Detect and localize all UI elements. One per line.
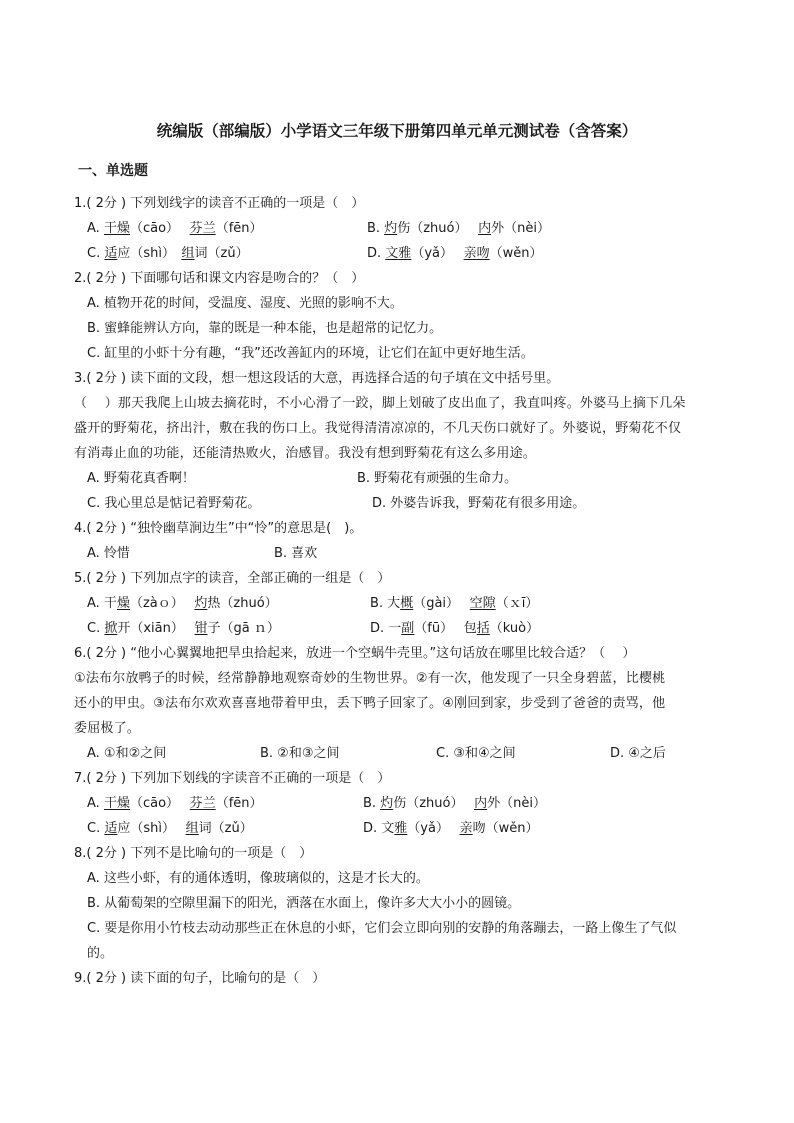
question-5-option-b[interactable]: B. 大概（gài） 空隙（ｘī） — [370, 596, 539, 611]
question-5-option-c[interactable]: C. 掀开（xiān） 钳子（gā ｎ） — [87, 621, 280, 636]
question-6-option-a[interactable]: A. ①和②之间 — [87, 746, 167, 761]
question-3-passage-line: 有消毒止血的功能，还能清热败火，治感冒。我没有想到野菊花有这么多用途。 — [74, 446, 537, 461]
question-3-option-b[interactable]: B. 野菊花有顽强的生命力。 — [357, 471, 518, 486]
question-5-option-a[interactable]: A. 干燥（zàｏ） 灼热（zhuó） — [87, 596, 278, 611]
question-1-option-b[interactable]: B. 灼伤（zhuó） 内外（nèi） — [367, 221, 550, 236]
question-8-option-c[interactable]: C. 要是你用小竹枝去动动那些正在休息的小虾，它们会立即向别的安静的角落蹦去，一路上像生了气似 — [87, 921, 677, 936]
question-8-option-a[interactable]: A. 这些小虾，有的通体透明，像玻璃似的，这是才长大的。 — [87, 871, 429, 886]
question-7-option-c[interactable]: C. 适应（shì） 组词（zǔ） — [87, 821, 253, 836]
question-2-stem: 2.( 2分 ) 下面哪句话和课文内容是吻合的？（ ） — [74, 271, 365, 286]
question-2-option-a[interactable]: A. 植物开花的时间，受温度、湿度、光照的影响不大。 — [87, 296, 403, 311]
question-3-option-d[interactable]: D. 外婆告诉我，野菊花有很多用途。 — [372, 496, 586, 511]
question-6-stem: 6.( 2分 ) “他小心翼翼地把旱虫拾起来，放进一个空蜗牛壳里。”这句话放在哪里比较合适？（ ） — [74, 646, 636, 661]
question-2-option-c[interactable]: C. 缸里的小虾十分有趣，“我”还改善缸内的环境，让它们在缸中更好地生活。 — [87, 346, 534, 361]
question-6-option-d[interactable]: D. ④之后 — [610, 746, 666, 761]
question-3-stem: 3.( 2分 ) 读下面的文段，想一想这段话的大意，再选择合适的句子填在文中括号里。 — [74, 371, 560, 386]
question-3-option-c[interactable]: C. 我心里总是惦记着野菊花。 — [87, 496, 261, 511]
section-heading: 一、单选题 — [78, 163, 148, 179]
page-title: 统编版（部编版）小学语文三年级下册第四单元单元测试卷（含答案） — [156, 121, 638, 140]
question-8-stem: 8.( 2分 ) 下列不是比喻句的一项是（ ） — [74, 846, 313, 861]
question-1-option-a[interactable]: A. 干燥（cāo） 芬兰（fēn） — [87, 221, 263, 236]
question-8-option-c-continued: 的。 — [87, 946, 114, 961]
question-7-option-a[interactable]: A. 干燥（cāo） 芬兰（fēn） — [87, 796, 263, 811]
question-4-option-a[interactable]: A. 怜惜 — [87, 546, 130, 561]
question-5-option-d[interactable]: D. 一副（fū） 包括（kuò） — [370, 621, 540, 636]
question-3-passage-line: （ ）那天我爬上山坡去摘花时，不小心滑了一跤，脚上划破了皮出血了，我直叫疼。外婆马上摘下几朵 — [74, 396, 686, 411]
question-6-passage-line: 委屈极了。 — [74, 721, 141, 736]
question-6-option-b[interactable]: B. ②和③之间 — [260, 746, 340, 761]
question-7-option-b[interactable]: B. 灼伤（zhuó） 内外（nèi） — [363, 796, 546, 811]
question-6-passage-line: ①法布尔放鸭子的时候，经常静静地观察奇妙的生物世界。②有一次，他发现了一只全身碧蓝，比樱桃 — [74, 671, 666, 686]
question-1-stem: 1.( 2分 ) 下列划线字的读音不正确的一项是（ ） — [74, 196, 365, 211]
question-5-stem: 5.( 2分 ) 下列加点字的读音，全部正确的一组是（ ） — [74, 571, 391, 586]
question-4-option-b[interactable]: B. 喜欢 — [274, 546, 318, 561]
question-3-passage-line: 盛开的野菊花，挤出汁，敷在我的伤口上。我觉得清清凉凉的，不几天伤口就好了。外婆说，野菊花不仅 — [74, 421, 682, 436]
question-8-option-b[interactable]: B. 从葡萄架的空隙里漏下的阳光，洒落在水面上，像许多大大小小的圆镜。 — [87, 896, 521, 911]
question-1-option-d[interactable]: D. 文雅（yǎ） 亲吻（wěn） — [367, 246, 543, 261]
question-4-stem: 4.( 2分 ) “独怜幽草涧边生”中“怜”的意思是( )。 — [74, 521, 363, 536]
question-6-option-c[interactable]: C. ③和④之间 — [436, 746, 516, 761]
question-9-stem: 9.( 2分 ) 读下面的句子，比喻句的是（ ） — [74, 971, 326, 986]
question-6-passage-line: 还小的甲虫。③法布尔欢欢喜喜地带着甲虫，丢下鸭子回家了。④刚回到家，步受到了爸爸的责骂，他 — [74, 696, 666, 711]
question-7-stem: 7.( 2分 ) 下列加下划线的字读音不正确的一项是（ ） — [74, 771, 391, 786]
question-2-option-b[interactable]: B. 蜜蜂能辨认方向，靠的既是一种本能，也是超常的记忆力。 — [87, 321, 443, 336]
question-7-option-d[interactable]: D. 文雅（yǎ） 亲吻（wěn） — [363, 821, 539, 836]
question-1-option-c[interactable]: C. 适应（shì） 组词（zǔ） — [87, 246, 249, 261]
question-3-option-a[interactable]: A. 野菊花真香啊！ — [87, 471, 195, 486]
